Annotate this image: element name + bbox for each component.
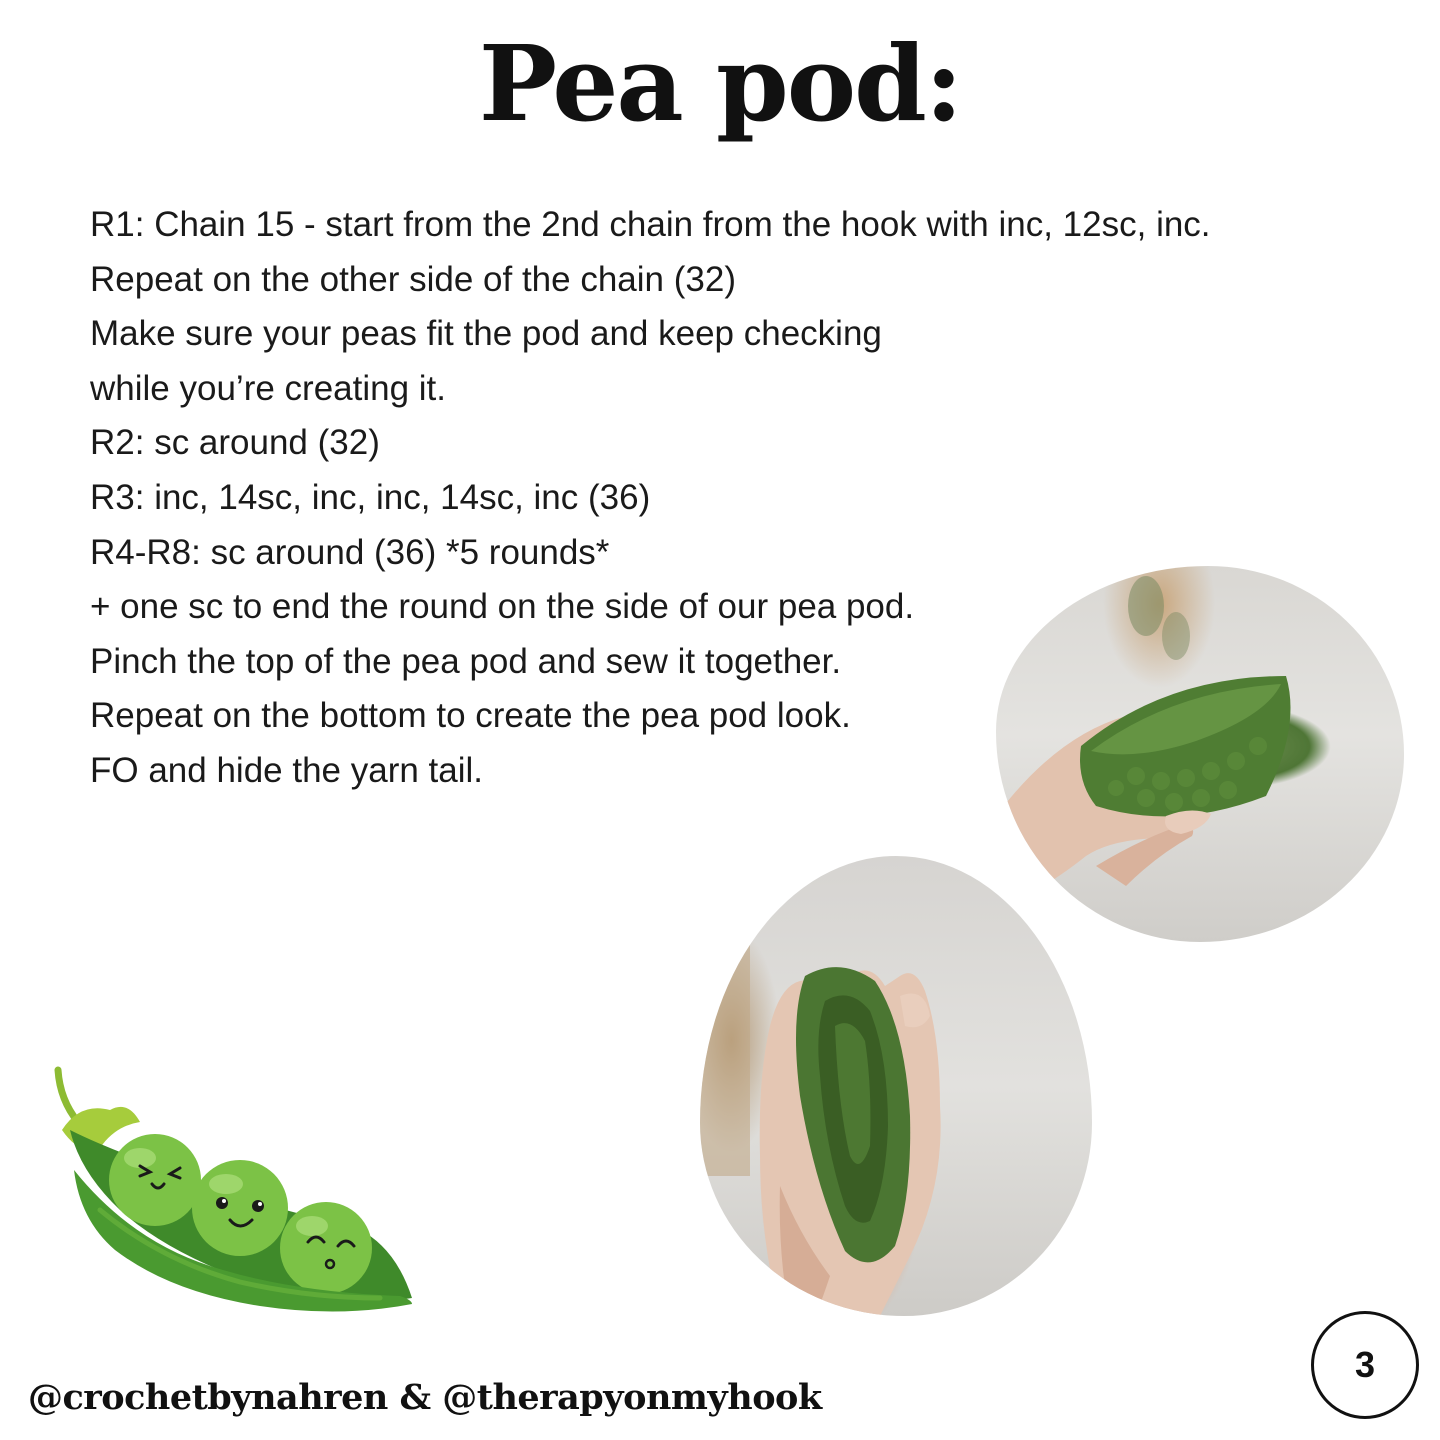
photo-pea-pod-open <box>700 856 1092 1316</box>
photo-pea-pod-open-art <box>700 856 1092 1316</box>
stem-icon <box>58 1070 78 1122</box>
instruction-line: Pinch the top of the pea pod and sew it together. <box>90 641 842 681</box>
instruction-line: FO and hide the yarn tail. <box>90 750 483 790</box>
instruction-line: Make sure your peas fit the pod and keep checking <box>90 314 882 354</box>
instruction-line: R2: sc around (32) <box>90 423 380 463</box>
instruction-line: R1: Chain 15 - start from the 2nd chain from the hook with inc, 12sc, inc. <box>90 205 1211 244</box>
pea-middle <box>192 1160 288 1256</box>
instruction-line: R3: inc, 14sc, inc, inc, 14sc, inc (36) <box>90 477 651 517</box>
instruction-line: while you’re creating it. <box>90 368 446 408</box>
instruction-line: + one sc to end the round on the side of our pea pod. <box>90 587 915 627</box>
page-number-badge: 3 <box>1311 1311 1419 1419</box>
pea-right <box>280 1202 372 1294</box>
social-handles: @crochetbynahren & @therapyonmyhook <box>28 1377 822 1418</box>
page-title: Pea pod: <box>478 22 962 145</box>
pea-left <box>109 1134 201 1226</box>
pea-pod-mascot-icon <box>40 1060 420 1320</box>
instruction-line: Repeat on the bottom to create the pea pod look. <box>90 696 851 736</box>
instruction-line: Repeat on the other side of the chain (32) <box>90 259 736 299</box>
instruction-line: R4-R8: sc around (36) *5 rounds* <box>90 532 610 572</box>
